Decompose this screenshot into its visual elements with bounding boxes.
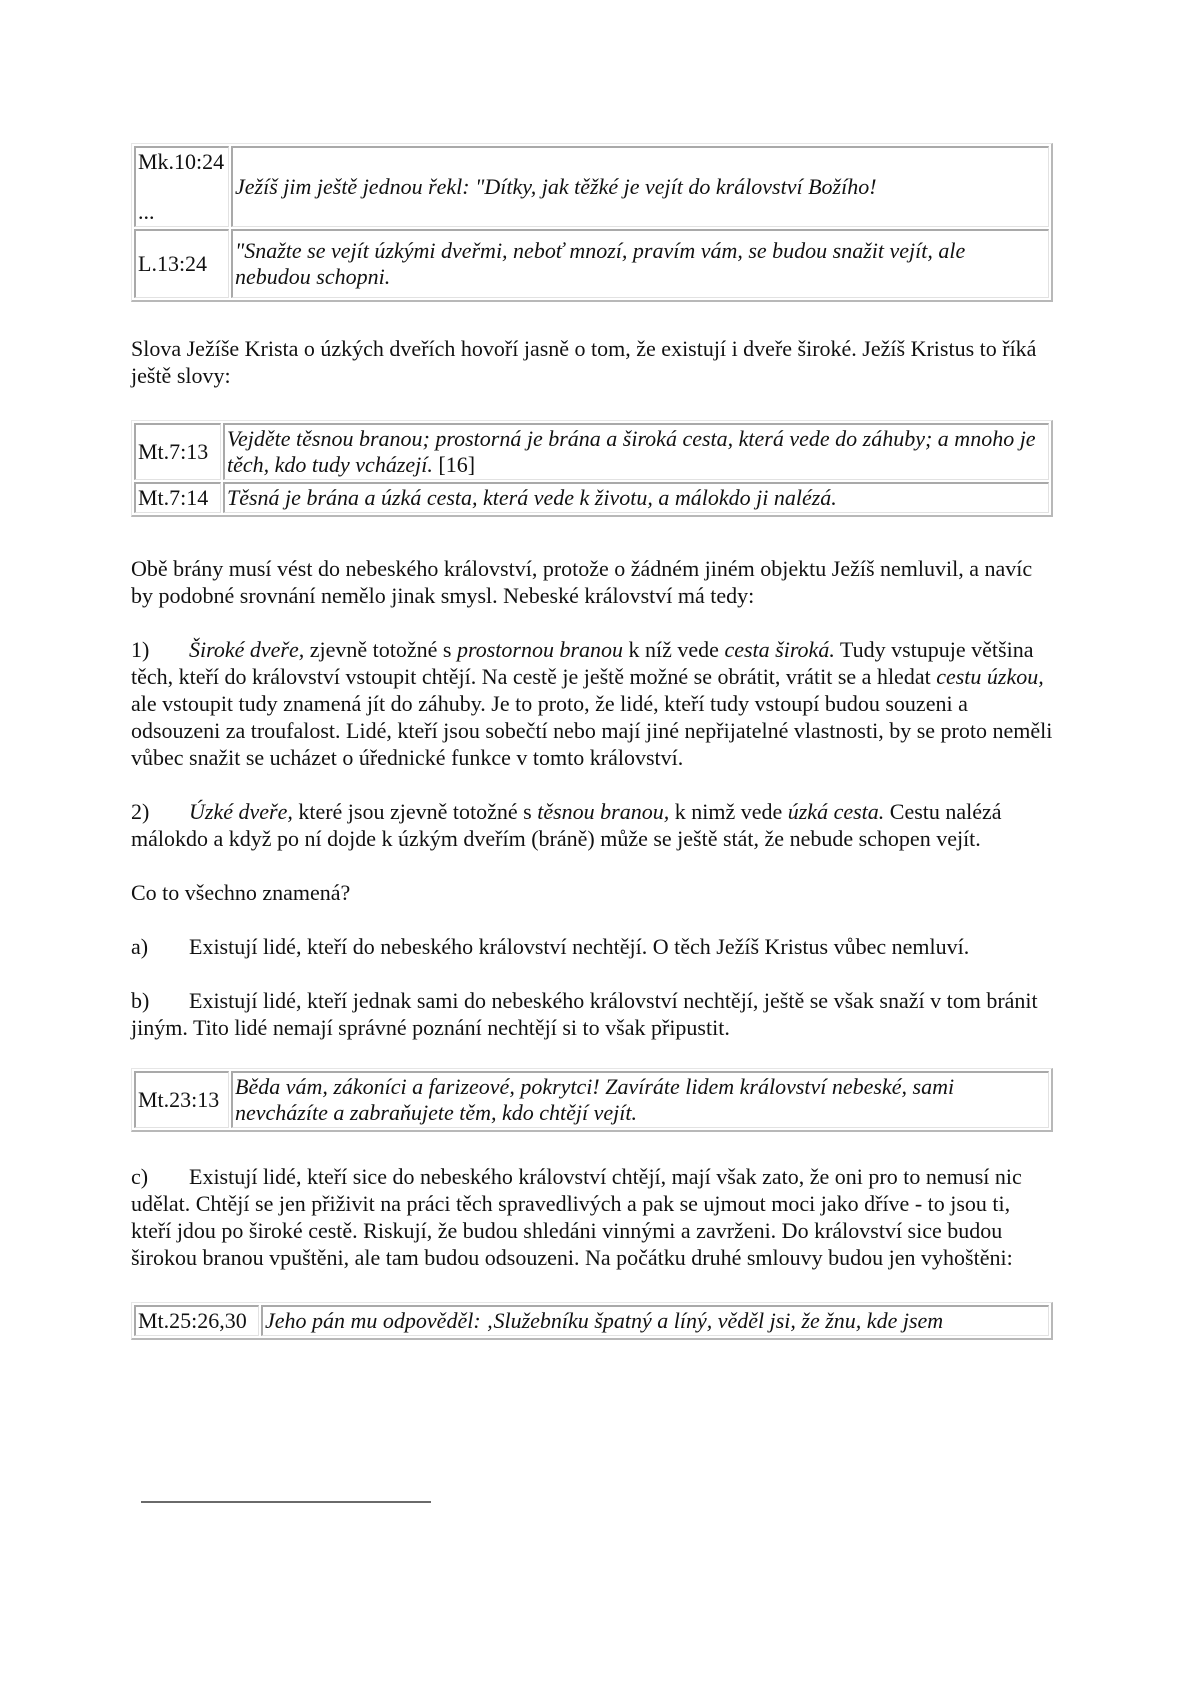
footnote-separator — [141, 1501, 431, 1503]
list-marker: 2) — [131, 799, 150, 824]
verse-text: "Snažte se vejít úzkými dveřmi, neboť mnozí, pravím vám, se budou snažit vejít, ale nebudou schopni. — [231, 229, 1049, 298]
list-item-text: Existují lidé, kteří jednak sami do nebeského království nechtějí, ještě se však snaží v tom bránit jiným. Tito lidé nemají správné poznání nechtějí si to však připustit. — [131, 988, 1038, 1040]
verse-reference: Mt.7:13 — [134, 423, 221, 480]
emphasis: cestu úzkou, — [936, 664, 1044, 689]
list-marker: 1) — [131, 637, 150, 662]
list-item-1 — [131, 636, 1053, 771]
text-segment: Tudy vstupuje většina těch, kteří do království vstoupit chtějí. Na cestě je ještě možné se obrátit, vrátit se a hledat — [131, 637, 1034, 689]
text-segment: Cestu nalézá málokdo a když po ní dojde k úzkým dveřím (bráně) může se ještě stát, že nebude schopen vejít. — [131, 799, 1002, 851]
emphasis: těsnou branou, — [537, 799, 670, 824]
list-item-a — [131, 933, 1053, 960]
emphasis: Úzké dveře, — [189, 799, 293, 824]
text-segment: ale vstoupit tudy znamená jít do záhuby. Je to proto, že lidé, kteří tudy vstoupí budou souzeni a odsouzeni za troufalost. Lidé, kteří jsou sobečtí nebo mají jiné nepřijatelné vlastnosti, by se proto neměli vůbec snažit se ucházet o úřednické funkce v tomto království. — [131, 691, 1053, 770]
verse-text: Ježíš jim ještě jednou řekl: "Dítky, jak těžké je vejít do království Božího! — [231, 146, 1049, 227]
table-row — [134, 1305, 1049, 1336]
verse-reference-line: Mk.10:24 — [138, 149, 225, 174]
list-item-b — [131, 987, 1053, 1041]
list-item-text: Existují lidé, kteří do nebeského království nechtějí. O těch Ježíš Kristus vůbec nemluví. — [189, 934, 970, 959]
text-segment: zjevně totožné s — [304, 637, 457, 662]
verse-text-content: Vejděte těsnou branou; prostorná je brána a široká cesta, která vede do záhuby; a mnoho je těch, kdo tudy vcházejí. — [227, 426, 1036, 477]
list-item-c — [131, 1163, 1053, 1271]
list-item-text: Existují lidé, kteří sice do nebeského království chtějí, mají však zato, že oni pro to nemusí nic udělat. Chtějí se jen přiživit na práci těch spravedlivých a pak se ujmout moci jako dříve - to jsou ti, kteří jdou po široké cestě. Riskují, že budou shledáni vinnými a zavrženi. Do království sice budou širokou branou vpuštěni, ale tam budou odsouzeni. Na počátku druhé smlouvy budou jen vyhoštěni: — [131, 1164, 1022, 1270]
table-row — [134, 229, 1049, 298]
emphasis: prostornou branou — [456, 637, 624, 662]
verse-text: Jeho pán mu odpověděl: ‚Služebníku špatný a líný, věděl jsi, že žnu, kde jsem — [261, 1305, 1049, 1336]
verse-table-1 — [131, 143, 1053, 302]
verse-table-2 — [131, 420, 1053, 517]
list-marker: a) — [131, 934, 149, 959]
table-row — [134, 1071, 1049, 1128]
paragraph-both-gates: Obě brány musí vést do nebeského království, protože o žádném jiném objektu Ježíš nemluvil, a navíc by podobné srovnání nemělo jinak smysl. Nebeské království má tedy: — [131, 556, 1033, 608]
list-item-2 — [131, 798, 1053, 852]
text-segment: které jsou zjevně totožné s — [292, 799, 538, 824]
verse-table-3 — [131, 1068, 1053, 1132]
document-page — [131, 140, 1053, 1340]
footnote-reference[interactable]: [16] — [432, 452, 476, 477]
table-row — [134, 146, 1049, 227]
emphasis: cesta široká. — [724, 637, 835, 662]
paragraph-intro: Slova Ježíše Krista o úzkých dveřích hovoří jasně o tom, že existují i dveře široké. Ježíš Kristus to říká ještě slovy: — [131, 336, 1037, 388]
text-segment: k níž vede — [623, 637, 725, 662]
emphasis: Široké dveře, — [189, 637, 305, 662]
question-paragraph: Co to všechno znamená? — [131, 880, 351, 905]
verse-reference: L.13:24 — [134, 229, 229, 298]
list-marker: c) — [131, 1164, 149, 1189]
verse-reference — [134, 146, 229, 227]
verse-text: Běda vám, zákoníci a farizeové, pokrytci! Zavíráte lidem království nebeské, sami nevcházíte a zabraňujete těm, kdo chtějí vejít. — [231, 1071, 1049, 1128]
text-segment: k nimž vede — [669, 799, 788, 824]
verse-reference-ellipsis: ... — [138, 199, 155, 224]
table-row — [134, 423, 1049, 480]
emphasis: úzká cesta. — [787, 799, 885, 824]
verse-reference: Mt.23:13 — [134, 1071, 229, 1128]
verse-reference: Mt.25:26,30 — [134, 1305, 259, 1336]
table-row — [134, 482, 1049, 513]
verse-text: Těsná je brána a úzká cesta, která vede k životu, a málokdo ji nalézá. — [223, 482, 1049, 513]
verse-reference: Mt.7:14 — [134, 482, 221, 513]
list-marker: b) — [131, 988, 150, 1013]
verse-table-4 — [131, 1302, 1053, 1340]
verse-text — [223, 423, 1049, 480]
